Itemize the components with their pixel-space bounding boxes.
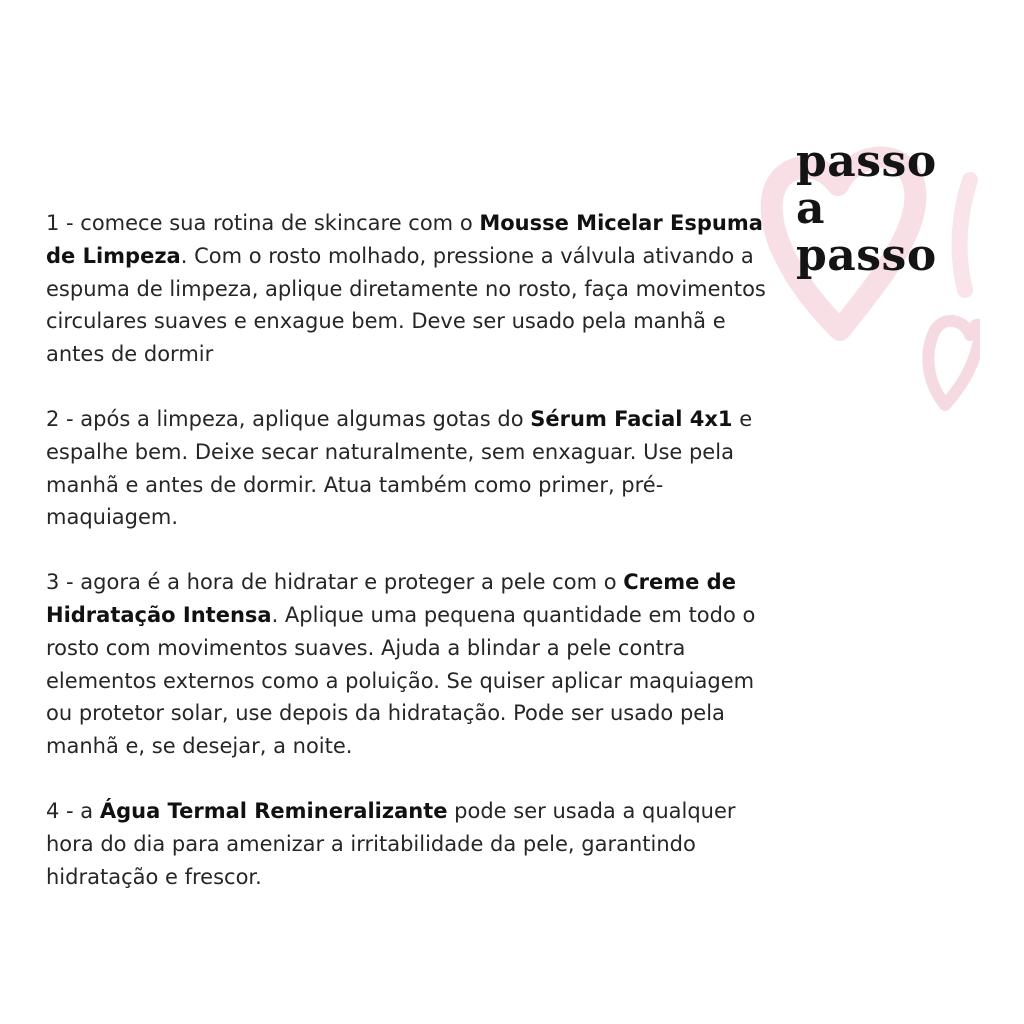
step-1 xyxy=(46,207,766,371)
title-line-2: a xyxy=(796,183,826,234)
page-title xyxy=(796,138,937,279)
step-2-prefix: 2 - após a limpeza, aplique algumas gotas do xyxy=(46,406,531,431)
step-3-suffix: . Aplique uma pequena quantidade em todo o rosto com movimentos suaves. Ajuda a blindar a pele contra elementos externos como a poluição. Se quiser aplicar maquiagem ou protetor solar, use depois da hidratação. Pode ser usado pela manhã e, se desejar, a noite. xyxy=(46,602,756,759)
step-1-prefix: 1 - comece sua rotina de skincare com o xyxy=(46,211,480,235)
step-3-product: Creme de Hidratação Intensa xyxy=(46,570,736,627)
step-4-prefix: 4 - a xyxy=(46,798,100,823)
small-heart-icon xyxy=(928,321,980,405)
step-4-suffix: pode ser usada a qualquer hora do dia para amenizar a irritabilidade da pele, garantindo hidratação e frescor. xyxy=(46,798,736,889)
step-1-suffix: . Com o rosto molhado, pressione a válvula ativando a espuma de limpeza, aplique diretamente no rosto, faça movimentos circulares suaves e enxague bem. Deve ser usado pela manhã e antes de dormir xyxy=(46,243,766,367)
partial-heart-icon xyxy=(960,180,970,290)
steps-list xyxy=(46,207,766,925)
step-2 xyxy=(46,403,766,534)
step-4-product: Água Termal Remineralizante xyxy=(99,798,448,823)
step-2-suffix: e espalhe bem. Deixe secar naturalmente, sem enxaguar. Use pela manhã e antes de dormir. Atua também como primer, pré-maquiagem. xyxy=(46,406,753,530)
step-3-prefix: 3 - agora é a hora de hidratar e proteger a pele com o xyxy=(46,570,624,595)
step-4 xyxy=(46,795,766,893)
title-line-3: passo xyxy=(796,230,937,281)
step-1-product: Mousse Micelar Espuma de Limpeza xyxy=(46,211,763,268)
step-3 xyxy=(46,566,766,763)
title-line-1: passo xyxy=(796,136,937,187)
step-2-product: Sérum Facial 4x1 xyxy=(530,406,733,431)
